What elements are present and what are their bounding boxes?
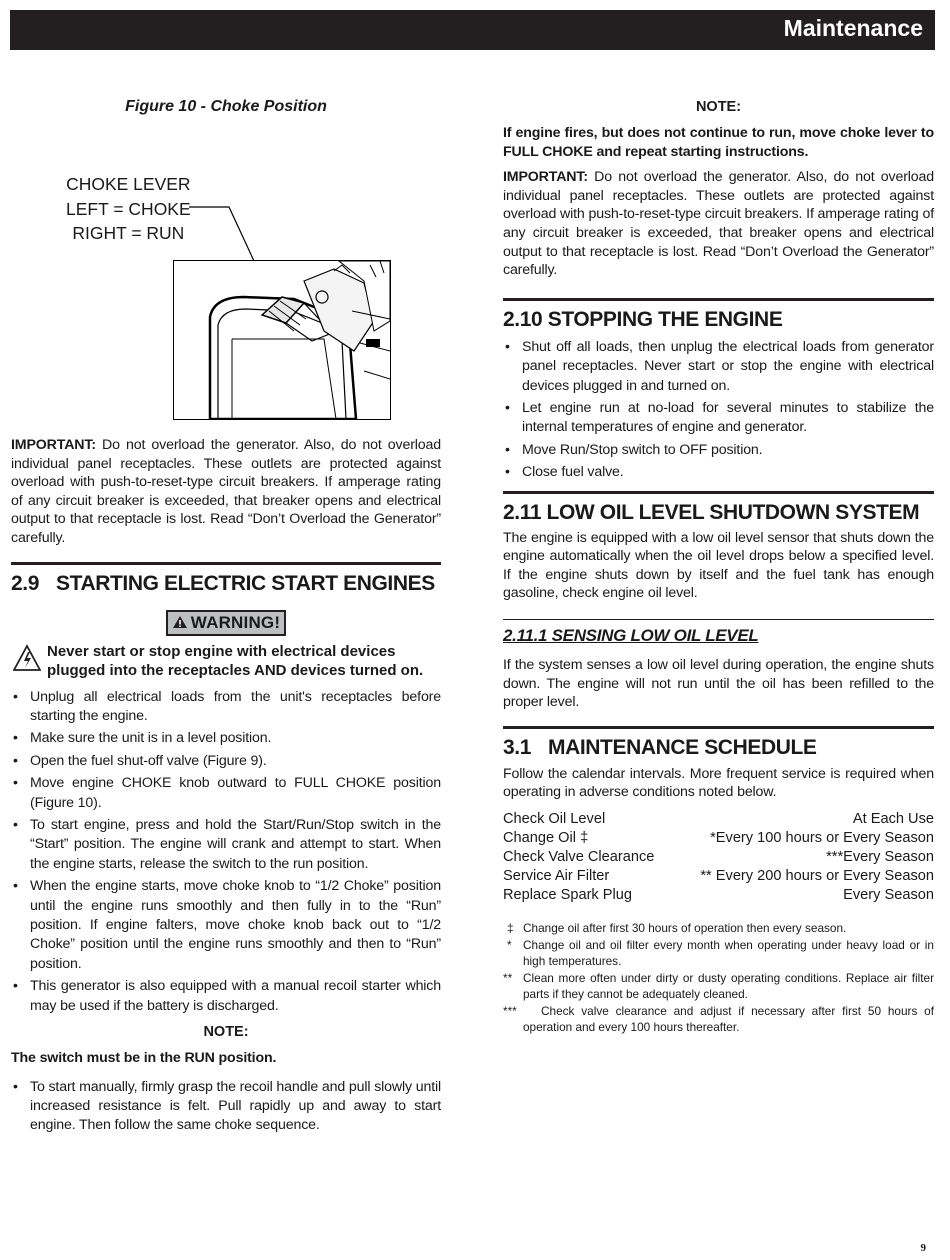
interval-cell: *Every 100 hours or Every Season [710, 829, 934, 846]
section-number: 2.9 [11, 571, 39, 595]
footnote [503, 921, 934, 937]
choke-label-line: LEFT = CHOKE [66, 198, 191, 219]
important-paragraph [503, 168, 934, 280]
list-item: • To start engine, press and hold the Start/Run/Stop switch in the “Start” position. The engine will crank and attempt to start. When the engine starts, release the switch to the run position. [13, 817, 441, 872]
task-cell: Change Oil ‡ [503, 829, 589, 846]
choke-label-line: CHOKE LEVER [66, 174, 191, 194]
choke-figure [11, 116, 441, 436]
interval-cell: At Each Use [852, 810, 934, 827]
important-paragraph [11, 436, 441, 548]
note-text: The switch must be in the RUN position. [11, 1050, 277, 1067]
low-oil-paragraph: The engine is equipped with a low oil level sensor that shuts down the engine automatically when the oil level drops below a specified level. If the engine shuts down by itself and the fuel tank has enough gasoline, check engine oil level. [503, 529, 934, 602]
table-row [503, 867, 934, 886]
list-item: • Unplug all electrical loads from the unit's receptacles before starting the engine. [13, 688, 441, 724]
footnote-mark: * [507, 938, 512, 953]
page-header-bar [10, 10, 935, 50]
list-item: • Move engine CHOKE knob outward to FULL CHOKE position (Figure 10). [13, 775, 441, 811]
task-cell: Check Valve Clearance [503, 848, 655, 865]
warning-text: Never start or stop engine with electrical devices plugged into the receptacles AND devices turned on. [47, 642, 424, 679]
list-item: • Move Run/Stop switch to OFF position. [505, 441, 763, 458]
electric-shock-icon [13, 644, 41, 672]
warning-banner [11, 610, 441, 636]
list-item: • Shut off all loads, then unplug the electrical loads from generator panel receptacles. Never start or stop the engine with electrical devices plugged in and turned on. [505, 338, 934, 394]
list-item: • To start manually, firmly grasp the recoil handle and pull slowly until increased resistance is felt. Pull rapidly up and away to start engine. Then follow the same choke sequence. [13, 1078, 441, 1134]
section-number: 3.1 [503, 735, 531, 759]
table-row [503, 886, 934, 905]
warning-triangle-icon [172, 615, 188, 629]
maintenance-schedule-table [503, 810, 934, 905]
footnote-mark: ** [503, 971, 513, 986]
start-steps-list [11, 688, 441, 1017]
interval-cell: Every Season [843, 886, 934, 903]
footnote-mark: ‡ [507, 920, 514, 935]
schedule-intro: Follow the calendar intervals. More frequent service is required when operating in adverse conditions noted below. [503, 765, 934, 801]
table-row [503, 829, 934, 848]
important-label: IMPORTANT: [503, 169, 588, 186]
task-cell: Replace Spark Plug [503, 886, 632, 903]
footnote [503, 1004, 934, 1035]
left-column [11, 90, 441, 1139]
generator-illustration [173, 260, 391, 420]
important-label: IMPORTANT: [11, 437, 96, 453]
note-text: If engine fires, but does not continue to run, move choke lever to FULL CHOKE and repeat starting instructions. [503, 125, 934, 160]
choke-label-line: RIGHT = RUN [72, 223, 185, 243]
section-title: MAINTENANCE SCHEDULE [548, 735, 817, 759]
sensing-paragraph: If the system senses a low oil level during operation, the engine shuts down. The engine will not run until the oil has been refilled to the proper level. [503, 656, 934, 711]
header-title: Maintenance [783, 15, 923, 41]
footnote-text: Check valve clearance and adjust if necessary after first 50 hours of operation and every 100 hours thereafter. [523, 1004, 934, 1034]
footnote [503, 938, 934, 969]
table-row [503, 810, 934, 829]
footnote [503, 971, 934, 1002]
footnote-text: Clean more often under dirty or dusty operating conditions. Replace air filter parts if they cannot be adequately cleaned. [523, 971, 934, 1001]
task-cell: Check Oil Level [503, 810, 606, 827]
warning-message [11, 642, 441, 680]
subsection-heading-2-11-1: 2.11.1 SENSING LOW OIL LEVEL [503, 619, 934, 646]
section-heading-2-11: 2.11 LOW OIL LEVEL SHUTDOWN SYSTEM [503, 491, 934, 525]
table-row [503, 848, 934, 867]
list-item: • When the engine starts, move choke knob to “1/2 Choke” position until the engine runs smoothly and then fully in to the “Run” position. If engine falters, move choke knob back out to “1/2 Choke” position until the engine runs smoothly and then to “Run” position. [13, 878, 441, 972]
list-item: • Make sure the unit is in a level position. [13, 730, 272, 747]
section-heading-3-1 [503, 726, 934, 760]
right-column [503, 99, 934, 1037]
footnote-text: Change oil after first 30 hours of operation then every season. [523, 920, 847, 935]
section-heading-2-10: 2.10 STOPPING THE ENGINE [503, 298, 934, 332]
warning-badge [166, 610, 286, 636]
manual-start-list [11, 1078, 441, 1136]
note-title: NOTE: [203, 1024, 249, 1041]
footnote-mark: *** [503, 1004, 517, 1019]
list-item: • Open the fuel shut-off valve (Figure 9). [13, 752, 267, 769]
task-cell: Service Air Filter [503, 867, 610, 884]
page-number: 9 [920, 1242, 926, 1254]
warning-badge-label: WARNING! [190, 612, 281, 632]
generator-drawing [174, 261, 390, 419]
important-text: Do not overload the generator. Also, do not overload individual panel receptacles. These outlets are protected against overload with push-to-reset-type circuit breakers. If amperage rating of any circuit breaker is exceeded, that breaker opens and electrical output to that receptacle is lost. Read “Don’t Overload the Generator” carefully. [503, 169, 934, 279]
section-heading-2-9 [11, 562, 441, 596]
list-item: • Let engine run at no-load for several minutes to stabilize the internal temperatures of engine and generator. [505, 399, 934, 436]
section-title: STARTING ELECTRIC START ENGINES [56, 571, 435, 595]
interval-cell: ** Every 200 hours or Every Season [700, 867, 934, 884]
footnotes [503, 921, 934, 1036]
important-text: Do not overload the generator. Also, do not overload individual panel receptacles. These outlets are protected against overload with push-to-reset-type circuit breakers. If amperage rating of any circuit breaker is exceeded, that breaker opens and electrical output to that receptacle is lost. Read “Don’t Overload the Generator” carefully. [11, 437, 441, 546]
note-title: NOTE: [695, 99, 742, 115]
list-item: • Close fuel valve. [505, 464, 624, 481]
list-item: • This generator is also equipped with a manual recoil starter which may be used if the battery is discharged. [13, 978, 441, 1014]
stopping-steps-list [503, 338, 934, 483]
interval-cell: ***Every Season [826, 848, 934, 865]
figure-caption: Figure 10 - Choke Position [125, 98, 327, 115]
footnote-text: Change oil and oil filter every month when operating under heavy load or in high temperatures. [523, 938, 934, 968]
